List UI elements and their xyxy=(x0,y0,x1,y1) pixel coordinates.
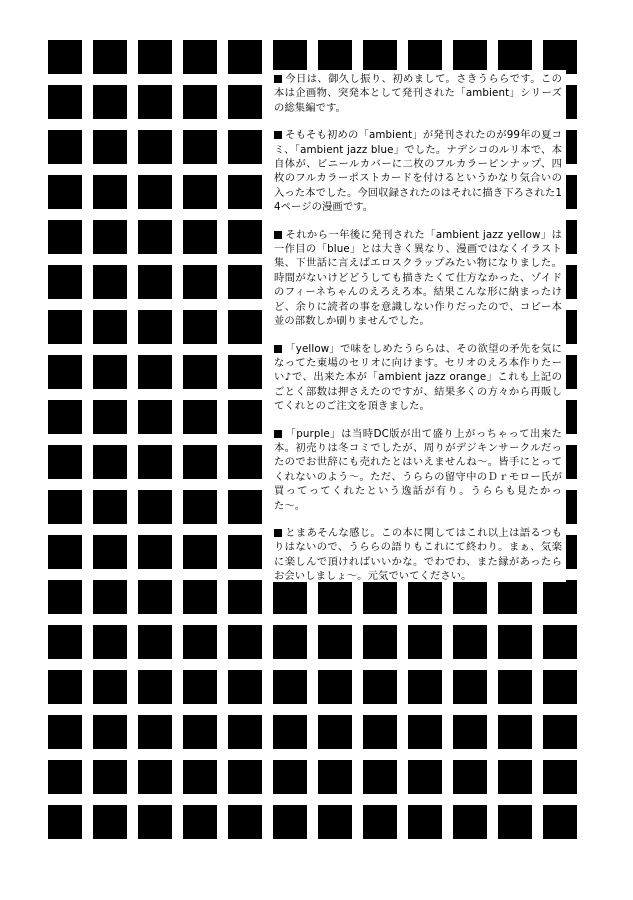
grid-square xyxy=(408,40,442,74)
grid-square xyxy=(183,130,217,164)
grid-square xyxy=(93,805,127,839)
grid-square xyxy=(498,715,532,749)
grid-square xyxy=(93,715,127,749)
grid-square xyxy=(183,805,217,839)
grid-square xyxy=(408,625,442,659)
grid-square xyxy=(93,400,127,434)
grid-square xyxy=(363,805,397,839)
grid-square xyxy=(183,670,217,704)
grid-square xyxy=(93,85,127,119)
grid-square xyxy=(318,580,352,614)
grid-square xyxy=(228,220,262,254)
grid-square xyxy=(183,535,217,569)
grid-square xyxy=(93,310,127,344)
grid-square xyxy=(363,670,397,704)
grid-square xyxy=(183,220,217,254)
grid-square xyxy=(138,130,172,164)
grid-square xyxy=(93,580,127,614)
paragraph-text: とまあそんな感じ。この本に関してはこれ以上は語るつもりはないので、うららの語りもこれにて終わり。まぁ、気楽に楽しんで頂ければいいかな。でわでわ、また縁があったらお会いしましょ〜。元気でいてください。 xyxy=(274,526,562,583)
square-bullet-icon xyxy=(274,430,282,438)
grid-square xyxy=(408,805,442,839)
square-bullet-icon xyxy=(274,131,282,139)
grid-square xyxy=(543,580,577,614)
grid-square xyxy=(93,40,127,74)
grid-square xyxy=(543,40,577,74)
grid-square xyxy=(543,625,577,659)
grid-square xyxy=(318,40,352,74)
grid-square xyxy=(93,490,127,524)
grid-square xyxy=(183,175,217,209)
grid-square xyxy=(183,715,217,749)
grid-square xyxy=(363,580,397,614)
grid-square xyxy=(273,40,307,74)
grid-square xyxy=(228,355,262,389)
grid-square xyxy=(228,40,262,74)
grid-square xyxy=(138,490,172,524)
grid-square xyxy=(183,445,217,479)
grid-square xyxy=(453,580,487,614)
grid-square xyxy=(273,760,307,794)
grid-square xyxy=(228,175,262,209)
grid-square xyxy=(183,490,217,524)
grid-square xyxy=(183,400,217,434)
grid-square xyxy=(318,625,352,659)
afterword-paragraph xyxy=(274,526,562,584)
grid-square xyxy=(48,805,82,839)
grid-square xyxy=(138,220,172,254)
afterword-paragraph xyxy=(274,72,562,115)
grid-square xyxy=(93,175,127,209)
grid-square xyxy=(48,715,82,749)
afterword-paragraph xyxy=(274,427,562,513)
grid-square xyxy=(138,85,172,119)
grid-square xyxy=(273,625,307,659)
grid-square xyxy=(363,40,397,74)
afterword-paragraph xyxy=(274,228,562,329)
grid-square xyxy=(48,490,82,524)
grid-square xyxy=(453,40,487,74)
grid-square xyxy=(228,445,262,479)
grid-square xyxy=(48,670,82,704)
grid-square xyxy=(93,535,127,569)
afterword-paragraph xyxy=(274,128,562,214)
grid-square xyxy=(183,760,217,794)
grid-square xyxy=(543,670,577,704)
grid-square xyxy=(138,760,172,794)
grid-square xyxy=(48,265,82,299)
grid-square xyxy=(228,265,262,299)
grid-square xyxy=(498,625,532,659)
grid-square xyxy=(228,130,262,164)
grid-square xyxy=(453,715,487,749)
grid-square xyxy=(48,310,82,344)
square-bullet-icon xyxy=(274,231,282,239)
grid-square xyxy=(48,580,82,614)
grid-square xyxy=(273,805,307,839)
grid-square xyxy=(408,580,442,614)
grid-square xyxy=(228,535,262,569)
paragraph-text: 今日は、御久し振り、初めまして。さきうららです。この本は企画物、突発本として発刊された「ambient」シリーズの総集編です。 xyxy=(274,73,562,114)
grid-square xyxy=(138,400,172,434)
grid-square xyxy=(48,400,82,434)
grid-square xyxy=(363,625,397,659)
grid-square xyxy=(318,670,352,704)
grid-square xyxy=(228,625,262,659)
square-bullet-icon xyxy=(274,345,282,353)
grid-square xyxy=(48,220,82,254)
grid-square xyxy=(93,760,127,794)
grid-square xyxy=(228,310,262,344)
grid-square xyxy=(48,445,82,479)
grid-square xyxy=(498,580,532,614)
grid-square xyxy=(93,445,127,479)
grid-square xyxy=(93,625,127,659)
grid-square xyxy=(138,175,172,209)
grid-square xyxy=(453,760,487,794)
grid-square xyxy=(273,715,307,749)
grid-square xyxy=(228,670,262,704)
grid-square xyxy=(318,805,352,839)
grid-square xyxy=(93,355,127,389)
grid-square xyxy=(363,760,397,794)
paragraph-text: そもそも初めの「ambient」が発刊されたのが99年の夏コミ、「ambient jazz blue」でした。ナデシコのルリ本で、本自体が、ビニールカバーに二枚のフルカラーピンナップ、四枚のフルカラーポストカードを付けるというかなり気合いの入った本でした。今回収録されたのはそれに描き下ろされた14ページの漫画です。 xyxy=(274,129,562,214)
grid-square xyxy=(228,85,262,119)
grid-square xyxy=(408,760,442,794)
paragraph-text: 「yellow」で味をしめたうららは、その欲望の矛先を気になってた東場のセリオに向けます。セリオのえろ本作りたーい♪で、出来た本が「ambient jazz orange」これも上記のごとく部数は押さえたのですが、結果多くの方々から再販してくれとのご注文を頂きました。 xyxy=(274,342,562,413)
grid-square xyxy=(48,85,82,119)
grid-square xyxy=(93,265,127,299)
grid-square xyxy=(138,40,172,74)
grid-square xyxy=(138,310,172,344)
grid-square xyxy=(138,580,172,614)
grid-square xyxy=(363,715,397,749)
grid-square xyxy=(183,310,217,344)
grid-square xyxy=(93,670,127,704)
grid-square xyxy=(273,670,307,704)
paragraph-text: それから一年後に発刊された「ambient jazz yellow」は一作目の「blue」とは大きく異なり、漫画ではなくイラスト集、下世話に言えばエロスクラップみたい物になりました。時間がないけどどうしても描きたくて仕方なかった、ゾイドのフィーネちゃんのえろえろ本。結果こんな形に納まったけど、余りに読者の事を意識しない作りだったので、コピー本並の部数しか刷りませんでした。 xyxy=(274,228,562,328)
grid-square xyxy=(183,625,217,659)
grid-square xyxy=(228,490,262,524)
grid-square xyxy=(543,715,577,749)
grid-square xyxy=(138,625,172,659)
grid-square xyxy=(498,760,532,794)
grid-square xyxy=(228,715,262,749)
grid-square xyxy=(48,175,82,209)
grid-square xyxy=(408,670,442,704)
grid-square xyxy=(498,805,532,839)
grid-square xyxy=(318,760,352,794)
grid-square xyxy=(228,805,262,839)
grid-square xyxy=(543,805,577,839)
grid-square xyxy=(138,715,172,749)
grid-square xyxy=(408,715,442,749)
grid-square xyxy=(228,580,262,614)
grid-square xyxy=(183,580,217,614)
grid-square xyxy=(453,670,487,704)
grid-square xyxy=(183,85,217,119)
grid-square xyxy=(48,625,82,659)
grid-square xyxy=(498,40,532,74)
grid-square xyxy=(138,535,172,569)
square-bullet-icon xyxy=(274,75,282,83)
grid-square xyxy=(453,625,487,659)
grid-square xyxy=(138,670,172,704)
grid-square xyxy=(93,130,127,164)
grid-square xyxy=(48,760,82,794)
grid-square xyxy=(48,355,82,389)
grid-square xyxy=(138,445,172,479)
grid-square xyxy=(453,805,487,839)
afterword-text-panel xyxy=(272,70,566,582)
paragraph-text: 「purple」は当時DC版が出て盛り上がっちゃって出来た本。初売りは冬コミでしたが、周りがデジキンサークルだったのでお世辞にも売れたとはいえませんね〜。皆手にとってくれないのよう〜。ただ、うららの留守中のＤｒモロー氏が買ってってくれたという逸話が有り。うららも見たかった〜。 xyxy=(274,427,562,512)
square-bullet-icon xyxy=(274,529,282,537)
grid-square xyxy=(48,535,82,569)
grid-square xyxy=(183,40,217,74)
grid-square xyxy=(273,580,307,614)
grid-square xyxy=(228,760,262,794)
grid-square xyxy=(48,40,82,74)
grid-square xyxy=(138,265,172,299)
grid-square xyxy=(498,670,532,704)
grid-square xyxy=(138,355,172,389)
grid-square xyxy=(318,715,352,749)
grid-square xyxy=(138,805,172,839)
grid-square xyxy=(183,355,217,389)
afterword-paragraph xyxy=(274,342,562,414)
grid-square xyxy=(543,760,577,794)
grid-square xyxy=(93,220,127,254)
grid-square xyxy=(228,400,262,434)
grid-square xyxy=(183,265,217,299)
grid-square xyxy=(48,130,82,164)
